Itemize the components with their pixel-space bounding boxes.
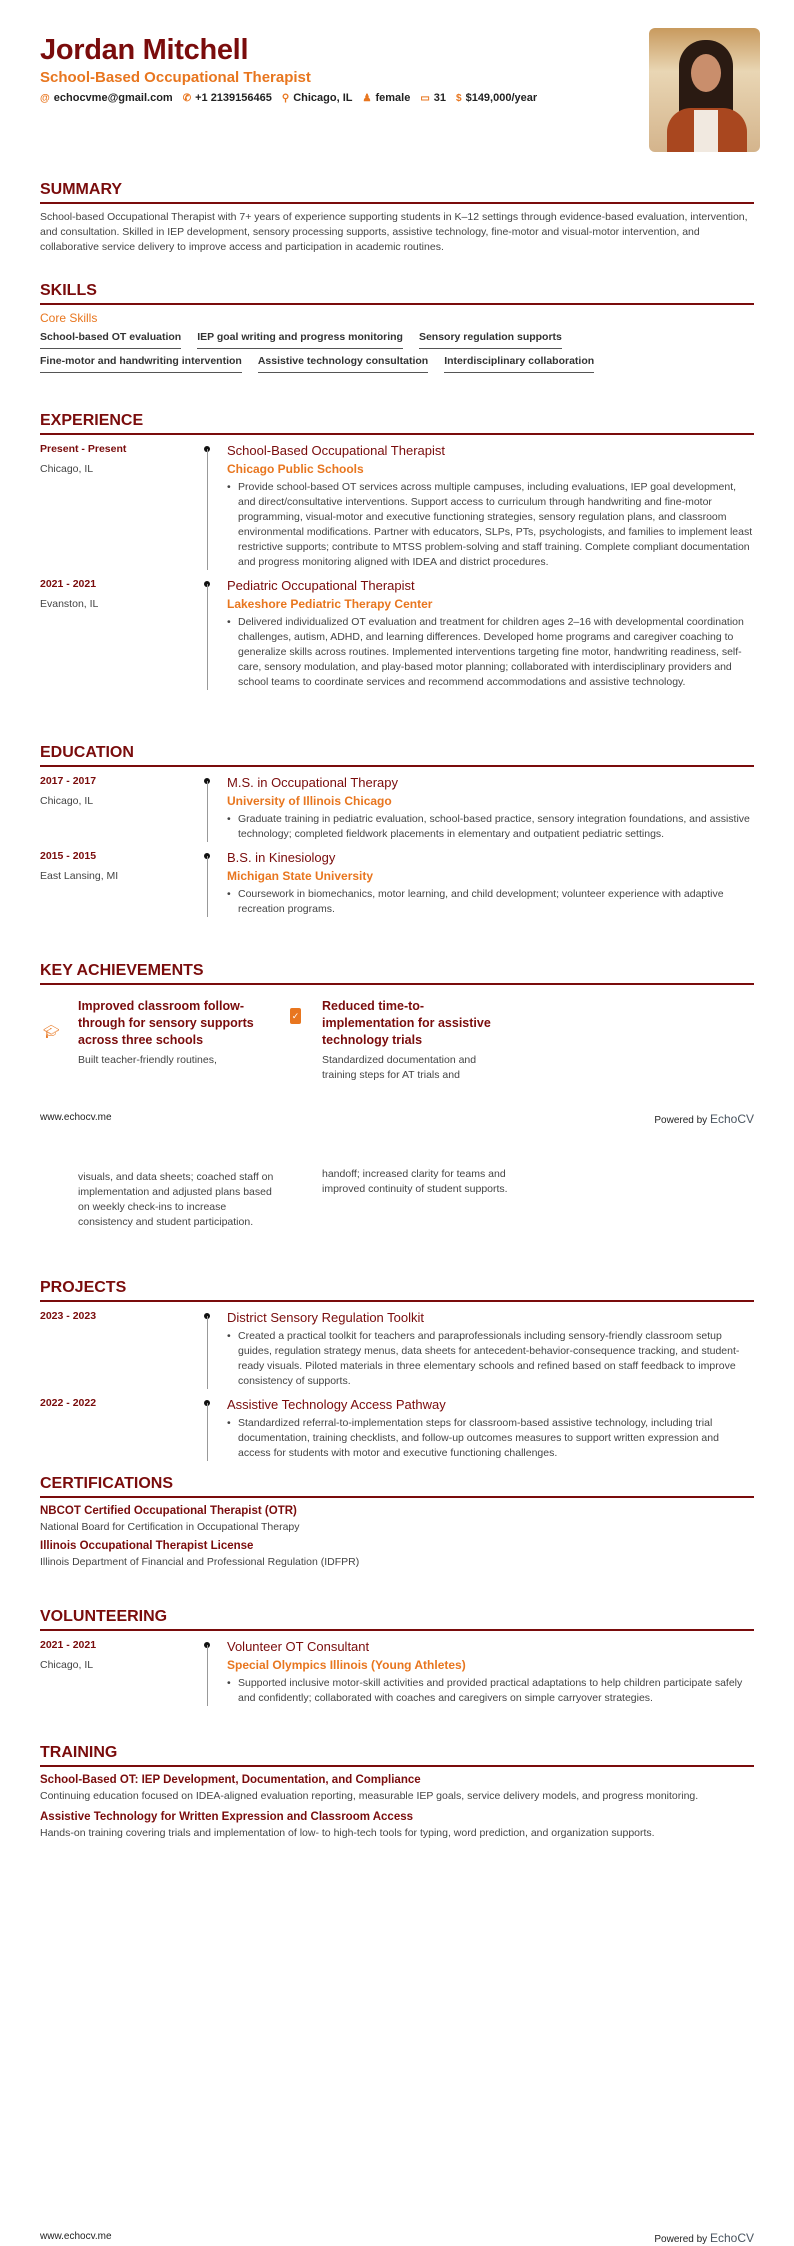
entry-bullet: • Coursework in biomechanics, motor learning, and child development; volunteer experience with adaptive recreation programs. (227, 887, 754, 917)
location-icon: ⚲ (281, 93, 290, 104)
section-heading: EXPERIENCE (40, 412, 754, 435)
education-entry (40, 850, 754, 917)
project-entry (40, 1310, 754, 1389)
entry-date: Present - Present (40, 443, 127, 455)
entry-location: East Lansing, MI (40, 870, 119, 882)
education-section (40, 744, 754, 917)
entry-location: Chicago, IL (40, 1659, 94, 1671)
age-text: 31 (433, 92, 447, 104)
achievement-card (78, 998, 278, 1068)
contact-list (40, 92, 754, 104)
entry-date: 2023 - 2023 (40, 1310, 97, 1322)
footer-site-link[interactable]: www.echocv.me (40, 1112, 112, 1123)
footer-powered: Powered by EchoCV (654, 1112, 754, 1126)
contact-email (40, 92, 173, 104)
contact-location (282, 92, 353, 104)
entry-role: Volunteer OT Consultant (227, 1639, 370, 1654)
entry-bullet: • Delivered individualized OT evaluation and treatment for children ages 2–16 with developmental coordination challenges, autism, ADHD, and learning differences. Developed home programs and caregiver coaching to generalize skills across routines. Implemented interventions targeting fine motor, handwriting readiness, self-care, sensory modulation, and play-based motor planning; collaborated with interdisciplinary providers and school teams to coordinate services and recommend accommodations and assistive technology. (227, 615, 754, 690)
candidate-name: Jordan Mitchell (40, 34, 249, 66)
achievement-desc: Built teacher-friendly routines, (78, 1054, 217, 1066)
gender-text: female (375, 92, 411, 104)
section-heading: PROJECTS (40, 1279, 754, 1302)
skill-tag: Fine-motor and handwriting intervention (40, 355, 242, 373)
phone-icon: ✆ (182, 93, 192, 104)
graduation-cap-icon: 🎓︎ (43, 1024, 60, 1039)
volunteer-entry (40, 1639, 754, 1706)
entry-degree: M.S. in Occupational Therapy (227, 775, 399, 790)
experience-section (40, 412, 754, 690)
section-heading: VOLUNTEERING (40, 1608, 754, 1631)
entry-school: University of Illinois Chicago (227, 794, 392, 808)
entry-date: 2022 - 2022 (40, 1397, 97, 1409)
achievement-desc: visuals, and data sheets; coached staff on implementation and adjusted plans based on weekly check-ins to increase consistency and student participation. (78, 1171, 274, 1228)
section-heading: EDUCATION (40, 744, 754, 767)
timeline-marker (206, 775, 227, 842)
entry-date: 2021 - 2021 (40, 578, 97, 590)
cert-title: Illinois Occupational Therapist License (40, 1540, 254, 1552)
skill-tag: Assistive technology consultation (258, 355, 428, 373)
contact-phone (183, 92, 272, 104)
page-footer (40, 1112, 754, 1126)
timeline-marker (206, 578, 227, 690)
entry-bullet: • Graduate training in pediatric evaluation, school-based practice, sensory integration foundations, and assistive technology; completed fieldwork placements in elementary and outpatient pediatric settings. (227, 812, 754, 842)
cert-title: NBCOT Certified Occupational Therapist (OTR) (40, 1505, 297, 1517)
achievement-card-continued (322, 1163, 512, 1197)
entry-date: 2017 - 2017 (40, 775, 97, 787)
entry-org: Chicago Public Schools (227, 462, 364, 476)
location-text: Chicago, IL (293, 92, 353, 104)
entry-org: Lakeshore Pediatric Therapy Center (227, 597, 433, 611)
training-title: Assistive Technology for Written Expression and Classroom Access (40, 1811, 414, 1823)
experience-entry (40, 443, 754, 570)
section-heading: SKILLS (40, 282, 754, 305)
project-title: District Sensory Regulation Toolkit (227, 1310, 425, 1325)
salary-text: $149,000/year (465, 92, 538, 104)
volunteering-section (40, 1608, 754, 1706)
summary-text: School-based Occupational Therapist with 7+ years of experience supporting students in K–12 settings through evidence-based evaluation, intervention, and consultation. Skilled in IEP development, sensory processing supports, assistive technology, fine-motor and visual-motor intervention, and collaborative service delivery to improve access and participation in academic routines. (40, 211, 748, 253)
page-footer (40, 2231, 754, 2245)
section-heading: TRAINING (40, 1744, 754, 1767)
achievement-desc: Standardized documentation and training steps for AT trials and (322, 1054, 477, 1081)
contact-age (420, 92, 446, 104)
summary-section (40, 181, 754, 255)
timeline-marker (206, 850, 227, 917)
footer-site-link[interactable]: www.echocv.me (40, 2231, 112, 2242)
entry-role: Pediatric Occupational Therapist (227, 578, 415, 593)
certifications-section (40, 1475, 754, 1568)
entry-bullet: • Provide school-based OT services across multiple campuses, including evaluations, IEP goal development, and direct/consultative interventions. Support access to curriculum through handwriting and fine-motor programming, visual-motor and executive functioning strategies, sensory regulation plans, and classroom environmental modifications. Partner with educators, SLPs, PTs, psychologists, and families to implement least restrictive supports; contribute to MTSS problem-solving and staff training. Complete compliant documentation and progress monitoring aligned with IDEA and district procedures. (227, 480, 754, 570)
project-entry (40, 1397, 754, 1461)
entry-bullet: • Created a practical toolkit for teachers and paraprofessionals including sensory-friendly classroom setup guides, regulation strategy menus, data sheets for antecedent-behavior-consequence tracking, and student-ready visuals. Piloted materials in three elementary schools and refined based on staff feedback to improve consistency of supports. (227, 1329, 754, 1389)
footer-brand[interactable]: EchoCV (709, 1112, 754, 1126)
candidate-title: School-Based Occupational Therapist (40, 69, 311, 86)
footer-powered: Powered by EchoCV (654, 2231, 754, 2245)
training-title: School-Based OT: IEP Development, Documentation, and Compliance (40, 1774, 421, 1786)
entry-date: 2015 - 2015 (40, 850, 97, 862)
skill-group-title: Core Skills (40, 311, 98, 325)
person-icon: ♟ (362, 93, 372, 104)
section-heading: CERTIFICATIONS (40, 1475, 754, 1498)
at-icon: @ (40, 93, 50, 104)
skills-section (40, 282, 754, 373)
experience-entry (40, 578, 754, 690)
entry-org: Special Olympics Illinois (Young Athletes) (227, 1658, 466, 1672)
email-link[interactable]: echocvme@gmail.com (53, 92, 173, 104)
entry-bullet: • Standardized referral-to-implementation steps for classroom-based assistive technology, including trial documentation, training checklists, and follow-up outcomes measures to support written expression and access for students with motor and executive functioning challenges. (227, 1416, 754, 1461)
entry-location: Chicago, IL (40, 795, 94, 807)
entry-role: School-Based Occupational Therapist (227, 443, 445, 458)
contact-gender (362, 92, 410, 104)
timeline-marker (206, 1397, 227, 1461)
entry-location: Evanston, IL (40, 598, 99, 610)
entry-date: 2021 - 2021 (40, 1639, 97, 1651)
achievements-section (40, 962, 754, 985)
timeline-marker (206, 443, 227, 570)
cert-issuer: National Board for Certification in Occupational Therapy (40, 1521, 300, 1533)
entry-school: Michigan State University (227, 869, 374, 883)
achievement-desc: handoff; increased clarity for teams and improved continuity of student supports. (322, 1168, 508, 1195)
timeline-marker (206, 1310, 227, 1389)
contact-salary (456, 92, 537, 104)
cert-issuer: Illinois Department of Financial and Professional Regulation (IDFPR) (40, 1556, 360, 1568)
achievement-card (322, 998, 512, 1083)
education-entry (40, 775, 754, 842)
resume-header (40, 34, 754, 104)
dollar-icon: $ (456, 93, 462, 104)
training-section (40, 1744, 754, 1841)
footer-brand[interactable]: EchoCV (709, 2231, 754, 2245)
entry-location: Chicago, IL (40, 463, 94, 475)
phone-text: +1 2139156465 (195, 92, 272, 104)
document-check-icon: ✓ (290, 1008, 301, 1024)
calendar-icon: ▭ (420, 93, 430, 104)
achievement-title: Reduced time-to-implementation for assistive technology trials (322, 999, 491, 1047)
profile-photo (649, 28, 760, 152)
entry-bullet: • Supported inclusive motor-skill activities and provided practical adaptations to help children participate safely and confidently; collaborated with coaches and caregivers on simple carryover strategies. (227, 1676, 754, 1706)
achievement-title: Improved classroom follow-through for sensory supports across three schools (78, 999, 254, 1047)
timeline-marker (206, 1639, 227, 1706)
training-desc: Hands-on training covering trials and implementation of low- to high-tech tools for typing, word prediction, and organization supports. (40, 1827, 655, 1839)
section-heading: KEY ACHIEVEMENTS (40, 962, 754, 985)
skill-tag: Interdisciplinary collaboration (444, 355, 594, 373)
section-heading: SUMMARY (40, 181, 754, 204)
entry-degree: B.S. in Kinesiology (227, 850, 336, 865)
skill-tags (40, 331, 754, 373)
skill-tag: School-based OT evaluation (40, 331, 181, 349)
training-desc: Continuing education focused on IDEA-aligned evaluation reporting, measurable IEP goals, service delivery models, and progress monitoring. (40, 1790, 699, 1802)
skill-tag: IEP goal writing and progress monitoring (197, 331, 403, 349)
projects-section (40, 1279, 754, 1461)
skill-tag: Sensory regulation supports (419, 331, 562, 349)
project-title: Assistive Technology Access Pathway (227, 1397, 446, 1412)
achievement-card-continued (78, 1166, 278, 1230)
